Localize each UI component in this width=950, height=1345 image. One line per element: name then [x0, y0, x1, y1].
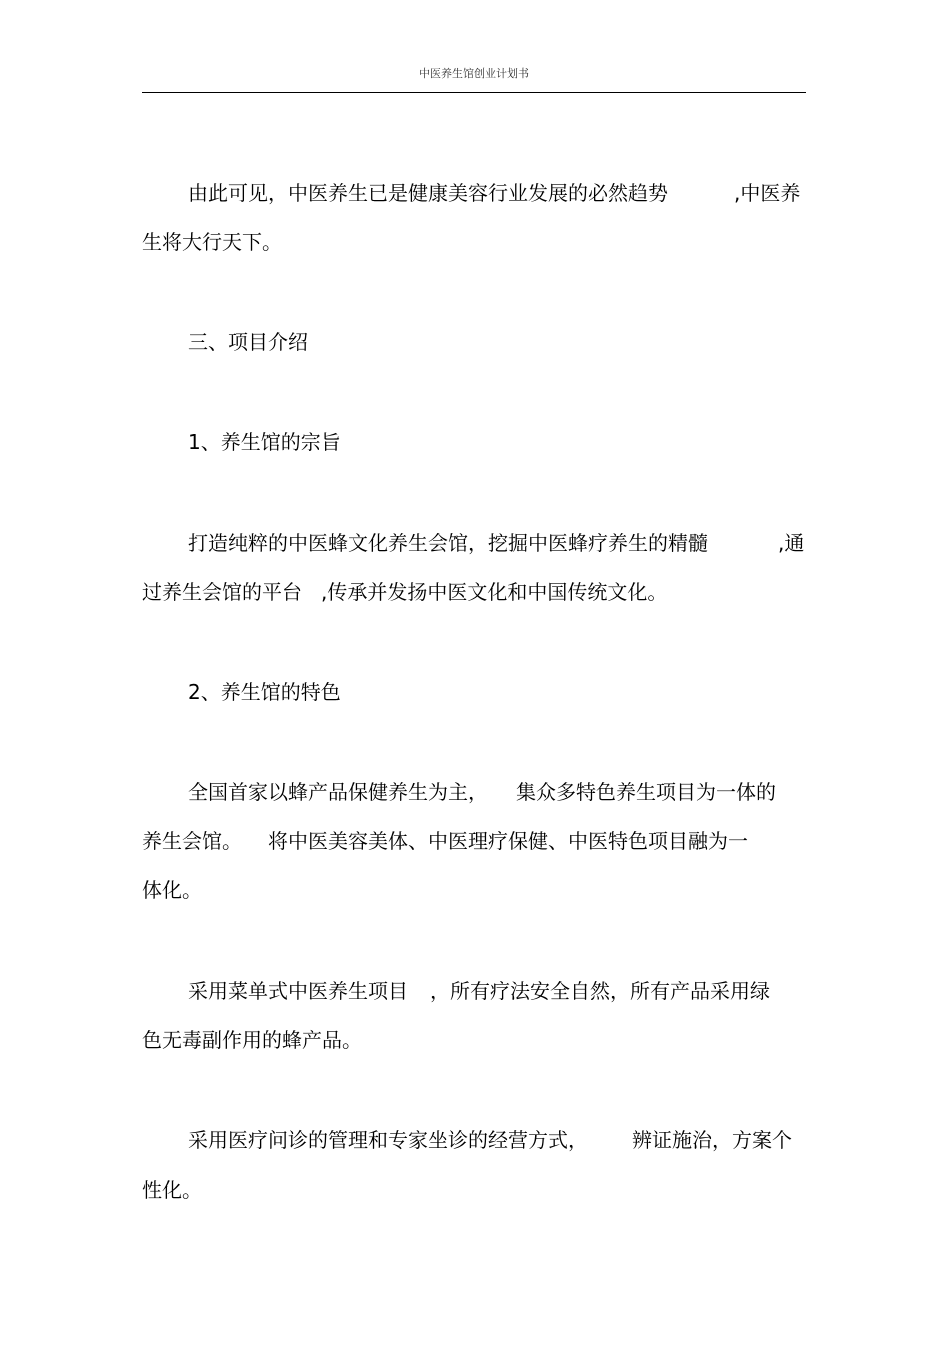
subsection-1-heading: [188, 430, 341, 454]
paragraph-3-line-1b: [516, 780, 776, 804]
paragraph-3-line-2a-text: 养生会馆。: [142, 829, 242, 853]
paragraph-1-line-2: [142, 230, 282, 254]
section-3-heading: [188, 330, 308, 354]
paragraph-5-line-1a-text: 采用医疗问诊的管理和专家坐诊的经营方式，: [188, 1128, 588, 1152]
paragraph-1-line-2-text: 生将大行天下。: [142, 230, 282, 254]
page-header: [142, 64, 806, 93]
paragraph-4-line-1b-text: ，所有疗法安全自然，所有产品采用绿: [430, 979, 770, 1003]
paragraph-2-line-2b-text: ,传承并发扬中医文化和中国传统文化。: [321, 580, 668, 604]
paragraph-2-line-2b: [321, 580, 667, 604]
paragraph-3-line-3: [142, 878, 202, 902]
paragraph-4-line-1a-text: 采用菜单式中医养生项目: [188, 979, 408, 1003]
paragraph-4-line-2-text: 色无毒副作用的蜂产品。: [142, 1028, 362, 1052]
paragraph-3-line-1a-text: 全国首家以蜂产品保健养生为主，: [188, 780, 488, 804]
paragraph-3-line-1a: [188, 780, 488, 804]
paragraph-5-line-1b: [632, 1128, 792, 1152]
paragraph-2-line-1-tail-text: ,通: [778, 531, 805, 555]
paragraph-2-line-2a-text: 过养生会馆的平台: [142, 580, 302, 604]
paragraph-4-line-1b: [430, 979, 770, 1003]
paragraph-5-line-2-text: 性化。: [142, 1178, 202, 1202]
header-title: 中医养生馆创业计划书: [419, 67, 529, 80]
paragraph-4-line-2: [142, 1028, 362, 1052]
paragraph-4-line-1a: [188, 979, 408, 1003]
paragraph-1-line-1-text: 由此可见，中医养生已是健康美容行业发展的必然趋势: [188, 181, 668, 205]
subsection-2-heading-text: 2、养生馆的特色: [188, 680, 341, 704]
paragraph-5-line-1b-text: 辨证施治，方案个: [632, 1128, 792, 1152]
subsection-1-heading-text: 1、养生馆的宗旨: [188, 430, 341, 454]
paragraph-2-line-2a: [142, 580, 302, 604]
paragraph-3-line-2b-text: 将中医美容美体、中医理疗保健、中医特色项目融为一: [268, 829, 748, 853]
paragraph-3-line-1b-text: 集众多特色养生项目为一体的: [516, 780, 776, 804]
paragraph-1-line-1-tail-text: ,中医养: [734, 181, 801, 205]
paragraph-2-line-1: [188, 531, 708, 555]
paragraph-3-line-2b: [268, 829, 748, 853]
paragraph-1-line-1-tail: [734, 181, 800, 205]
section-3-heading-text: 三、项目介绍: [188, 330, 308, 354]
paragraph-5-line-2: [142, 1178, 202, 1202]
paragraph-3-line-2a: [142, 829, 242, 853]
paragraph-3-line-3-text: 体化。: [142, 878, 202, 902]
paragraph-2-line-1-text: 打造纯粹的中医蜂文化养生会馆，挖掘中医蜂疗养生的精髓: [188, 531, 708, 555]
paragraph-1-line-1: [188, 181, 668, 205]
subsection-2-heading: [188, 680, 341, 704]
paragraph-2-line-1-tail: [778, 531, 804, 555]
paragraph-5-line-1a: [188, 1128, 588, 1152]
